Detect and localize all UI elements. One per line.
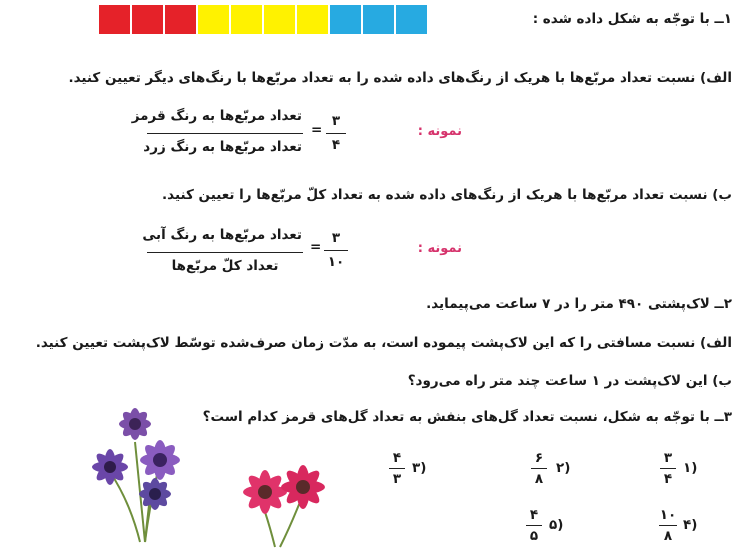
option-5-fraction-line <box>526 525 542 526</box>
example-a-numerator: تعداد مربّع‌ها به رنگ قرمز <box>131 108 302 124</box>
option-2-label: ۲) <box>556 460 571 476</box>
example-a-denominator: تعداد مربّع‌ها به رنگ زرد <box>143 139 302 155</box>
blue-square <box>362 4 395 35</box>
equals-sign-a: = <box>311 122 323 138</box>
example-b-denominator: تعداد کلّ مربّع‌ها <box>171 258 279 274</box>
yellow-square <box>230 4 263 35</box>
option-5-label: ۵) <box>549 517 564 533</box>
option-5-denominator: ۵ <box>529 528 539 544</box>
option-4-fraction-line <box>659 525 677 526</box>
flowers-illustration-icon <box>85 402 345 552</box>
question-1-title: ۱ــ با توجّه به شکل داده شده : <box>532 11 732 27</box>
question-2-part-b: ب) این لاک‌پشت در ۱ ساعت چند متر راه می‌رود؟ <box>407 373 732 389</box>
question-1-part-b: ب) نسبت تعداد مربّع‌ها با هریک از رنگ‌های داده شده به تعداد کلّ مربّع‌ها را تعیین کنید. <box>162 187 732 203</box>
question-2-part-a: الف) نسبت مسافتی را که این لاک‌پشت پیموده است، به مدّت زمان صرف‌شده توسّط لاک‌پشت تعیین کنید. <box>35 335 732 351</box>
red-square <box>98 4 131 35</box>
yellow-square <box>197 4 230 35</box>
question-2-title: ۲ــ لاک‌پشتی ۴۹۰ متر را در ۷ ساعت می‌پیماید. <box>426 296 732 312</box>
blue-square <box>329 4 362 35</box>
example-label-b: نمونه : <box>417 241 462 256</box>
option-4-numerator: ۱۰ <box>659 507 677 523</box>
option-4-denominator: ۸ <box>663 528 673 544</box>
yellow-square <box>296 4 329 35</box>
option-4-label: ۴) <box>683 517 698 533</box>
example-label-a: نمونه : <box>417 124 462 139</box>
question-1-part-a: الف) نسبت تعداد مربّع‌ها با هریک از رنگ‌های داده شده را به تعداد مربّع‌ها با رنگ‌های دیگر تعیین کنید. <box>68 70 732 86</box>
option-3-label: ۳) <box>412 460 427 476</box>
option-2-fraction-line <box>531 468 547 469</box>
example-a-fraction-line <box>147 133 303 134</box>
example-b-value-fraction-line <box>324 250 348 251</box>
yellow-square <box>263 4 296 35</box>
option-1-denominator: ۴ <box>663 471 673 487</box>
equals-sign-b: = <box>310 239 322 255</box>
option-3-numerator: ۴ <box>392 450 402 466</box>
example-b-fraction-line <box>147 252 303 253</box>
example-b-value-numerator: ۳ <box>331 230 341 246</box>
option-1-label: ۱) <box>683 460 698 476</box>
option-1-fraction-line <box>660 468 676 469</box>
color-square-strip <box>98 4 428 35</box>
example-b-value-denominator: ۱۰ <box>327 254 345 270</box>
option-3-fraction-line <box>389 468 405 469</box>
option-2-denominator: ۸ <box>534 471 544 487</box>
example-a-value-numerator: ۳ <box>331 113 341 129</box>
question-3-title: ۳ــ با توجّه به شکل، نسبت تعداد گل‌های بنفش به تعداد گل‌های قرمز کدام است؟ <box>202 409 732 425</box>
option-1-numerator: ۳ <box>663 450 673 466</box>
red-square <box>164 4 197 35</box>
example-b-numerator: تعداد مربّع‌ها به رنگ آبی <box>142 227 302 243</box>
red-square <box>131 4 164 35</box>
example-a-value-denominator: ۴ <box>331 137 341 153</box>
option-3-denominator: ۳ <box>392 471 402 487</box>
option-5-numerator: ۴ <box>529 507 539 523</box>
example-a-value-fraction-line <box>326 133 346 134</box>
option-2-numerator: ۶ <box>534 450 544 466</box>
blue-square <box>395 4 428 35</box>
